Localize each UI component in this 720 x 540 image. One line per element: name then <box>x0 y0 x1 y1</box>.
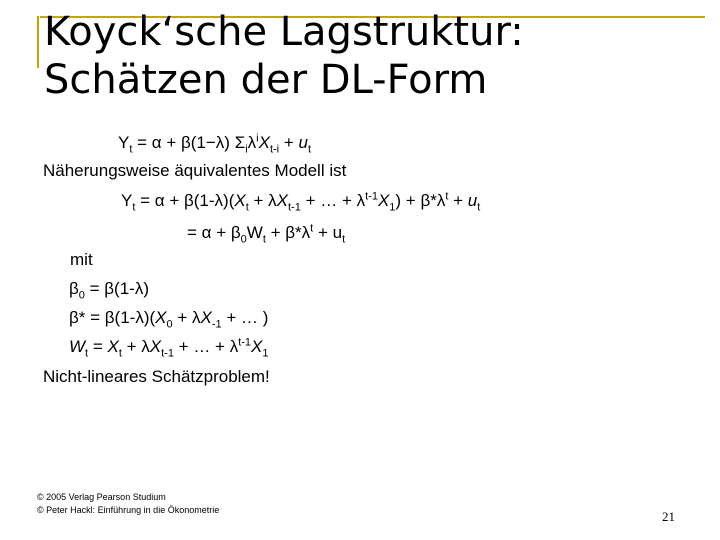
title-line-2: Schätzen der DL-Form <box>44 57 488 103</box>
eq-subscript: 0 <box>78 289 85 302</box>
eq-term: + … + λ <box>300 191 366 210</box>
eq-term: X <box>234 191 246 210</box>
eq-subscript: t-1 <box>288 201 301 214</box>
eq-subscript: t <box>118 347 122 360</box>
eq-subscript: t <box>262 233 266 246</box>
eq-term: W <box>69 337 86 356</box>
eq-term: = α + β(1-λ)( <box>135 191 235 210</box>
eq-term: = α + β <box>187 223 241 242</box>
eq-term: β <box>69 279 79 298</box>
definition-wt <box>69 336 269 360</box>
eq-term: + β*λ <box>265 223 311 242</box>
eq-subscript: i <box>245 143 248 156</box>
eq-term: u <box>298 133 308 152</box>
eq-superscript: t <box>445 190 449 203</box>
eq-subscript: t <box>307 143 312 156</box>
title-accent-bar <box>37 16 39 68</box>
eq-term: β* = β(1-λ)( <box>69 308 156 327</box>
eq-subscript: -1 <box>211 318 222 331</box>
eq-term: = α + β(1−λ) Σ <box>132 133 246 152</box>
text-mit: mit <box>70 250 93 269</box>
eq-term: + … + λ <box>173 337 239 356</box>
eq-term: + <box>448 191 468 210</box>
eq-term: = β(1-λ) <box>84 279 149 298</box>
eq-subscript: 0 <box>166 318 173 331</box>
eq-term: W <box>246 223 263 242</box>
eq-term: Y <box>118 133 130 152</box>
eq-term: X <box>251 337 263 356</box>
eq-subscript: t <box>85 347 89 360</box>
eq-term: Y <box>121 191 133 210</box>
footer-copyright-publisher: © 2005 Verlag Pearson Studium <box>37 492 166 502</box>
eq-term: = <box>88 337 108 356</box>
eq-term: + λ <box>121 337 150 356</box>
eq-term: X <box>107 337 119 356</box>
eq-superscript: t-1 <box>365 190 378 203</box>
eq-superscript: i <box>256 132 259 145</box>
eq-term: u <box>467 191 478 210</box>
eq-term: + … ) <box>221 308 269 327</box>
page-number: 21 <box>662 509 675 524</box>
eq-term: X <box>149 337 162 356</box>
eq-term: + u <box>313 223 343 242</box>
eq-superscript: t-1 <box>238 336 252 349</box>
text-naeherung: Näherungsweise äquivalentes Modell ist <box>43 161 347 180</box>
equation-approx-model <box>121 190 481 214</box>
slide-title <box>44 8 524 104</box>
eq-term: + λ <box>172 308 201 327</box>
definition-beta-star <box>69 308 269 331</box>
eq-term: + <box>279 133 299 152</box>
equation-dl-model <box>118 132 312 156</box>
eq-subscript: t <box>477 201 481 214</box>
eq-term: ) + β*λ <box>395 191 446 210</box>
eq-subscript: t <box>129 143 133 156</box>
eq-term: X <box>377 191 390 210</box>
eq-subscript: 1 <box>389 201 396 214</box>
eq-term: X <box>200 308 212 327</box>
eq-subscript: 1 <box>262 347 269 360</box>
definition-beta0 <box>69 279 149 302</box>
eq-term: X <box>155 308 167 327</box>
eq-subscript: t <box>342 233 346 246</box>
eq-term: λ <box>247 133 257 152</box>
eq-term: X <box>276 191 288 210</box>
text-nichtlinear: Nicht-lineares Schätzproblem! <box>43 367 270 386</box>
eq-subscript: t-i <box>269 143 280 156</box>
eq-term: X <box>258 133 270 152</box>
eq-subscript: t <box>132 201 136 214</box>
eq-term: + λ <box>248 191 277 210</box>
equation-approx-compact <box>187 222 346 246</box>
eq-superscript: t <box>310 222 314 235</box>
eq-subscript: t-1 <box>161 347 174 360</box>
eq-subscript: t <box>245 201 249 214</box>
eq-subscript: 0 <box>240 233 247 246</box>
footer-copyright-author: © Peter Hackl: Einführung in die Ökonometrie <box>37 505 220 515</box>
title-line-1: Koyck‘sche Lagstruktur: <box>44 9 524 55</box>
